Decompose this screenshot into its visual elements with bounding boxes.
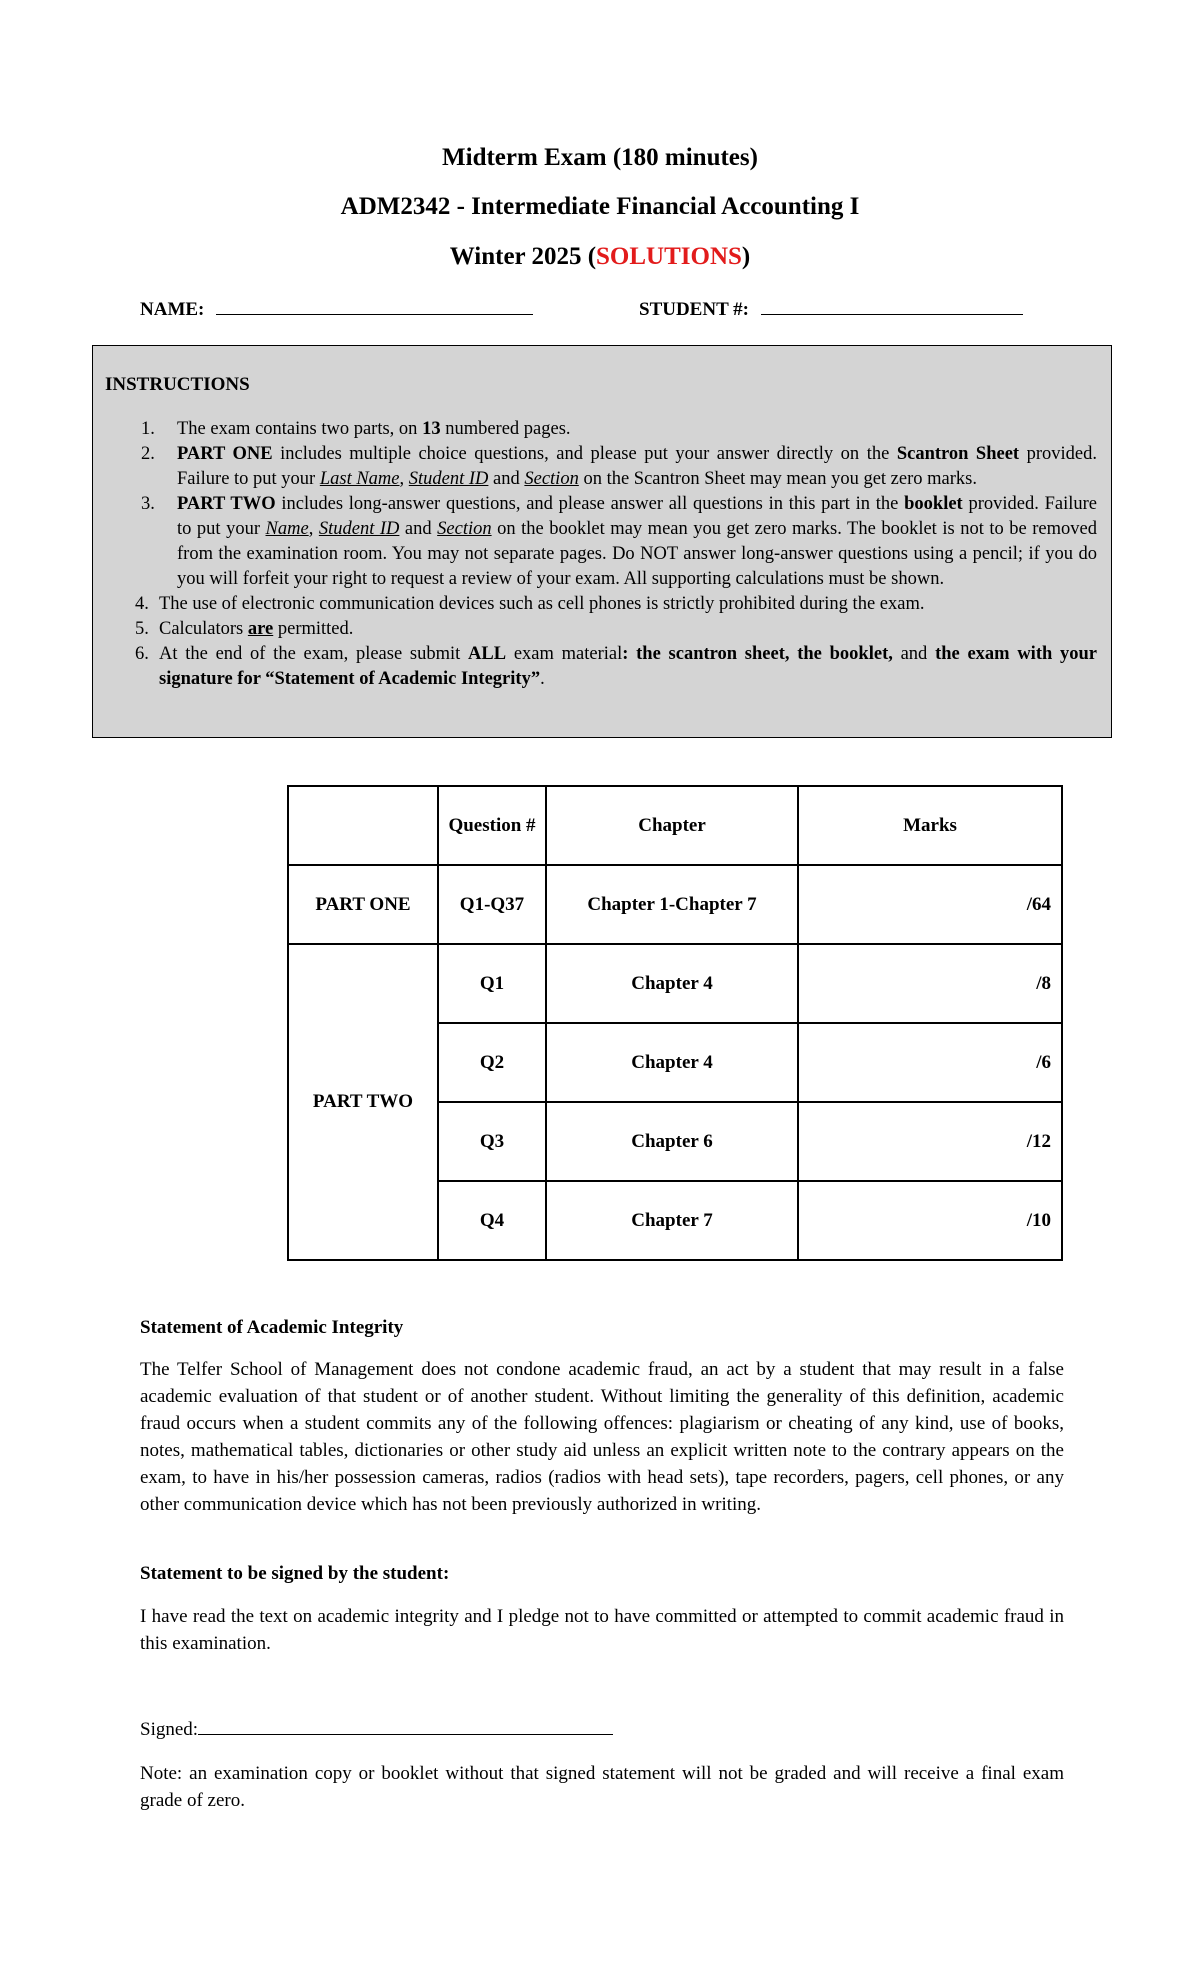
instruction-item [105,442,1097,492]
instruction-item [105,417,1097,442]
instruction-text: on the booklet may mean you get zero marks. The booklet is not to be removed from the examination room. You may not separate pages. Do NOT answer long-answer questions using a pencil; if you do you will forfeit your right to request a review of your exam. All supporting calculations must be shown. [177,519,1097,589]
instruction-text: on the Scantron Sheet may mean you get zero marks. [578,469,977,489]
instruction-underline: Section [524,469,579,489]
signed-label: Signed: [140,1719,199,1740]
part-label: PART ONE [288,865,438,944]
marks-cell: /64 [798,865,1062,944]
student-number-field [639,296,1023,321]
instruction-text: and [399,519,438,539]
instruction-underline: Last Name [319,469,400,489]
marks-cell: /12 [798,1102,1062,1181]
table-row [288,865,1062,944]
instruction-bold: : the scantron sheet, the booklet, [622,644,893,664]
instruction-text: provided. Failure to put your [177,494,1097,539]
instruction-text: The exam contains two parts, on [177,419,423,439]
instructions-box [92,345,1112,738]
instruction-bold: PART ONE [177,444,273,464]
marks-cell: /8 [798,944,1062,1023]
instruction-text: numbered pages. [440,419,571,439]
instruction-text: At the end of the exam, please submit [159,644,469,664]
instruction-bold: ALL [468,644,507,664]
question-cell: Q3 [438,1102,546,1181]
signature-field [140,1717,613,1741]
question-cell: Q1-Q37 [438,865,546,944]
chapter-cell: Chapter 1-Chapter 7 [546,865,798,944]
header-cell-marks: Marks [798,786,1062,865]
item-number: 1. [141,419,155,439]
chapter-cell: Chapter 4 [546,944,798,1023]
header-cell-question: Question # [438,786,546,865]
chapter-cell: Chapter 4 [546,1023,798,1102]
question-cell: Q2 [438,1023,546,1102]
instruction-underline: Name [265,519,309,539]
item-number: 5. [135,619,149,639]
marks-cell: /10 [798,1181,1062,1260]
instruction-item [105,592,1097,617]
integrity-heading: Statement of Academic Integrity [140,1317,404,1338]
instruction-item [105,617,1097,642]
instruction-underline: Section [437,519,492,539]
name-label: NAME: [140,299,205,320]
instruction-text: , [399,469,409,489]
instruction-bold: booklet [904,494,963,514]
item-number: 6. [135,644,149,664]
instructions-heading: INSTRUCTIONS [105,374,250,395]
instruction-text: , [308,519,319,539]
instructions-list [105,417,1097,692]
instruction-text: exam material [506,644,623,664]
instruction-bold: the exam with your signature for “Statement of Academic Integrity” [159,644,1098,689]
solutions-label: SOLUTIONS [596,243,742,270]
instruction-text: and [488,469,525,489]
table-row [288,944,1062,1023]
question-cell: Q4 [438,1181,546,1260]
pledge-text: I have read the text on academic integrity and I pledge not to have committed or attempted to commit academic fraud in this examination. [140,1606,1064,1654]
term-title [0,243,1200,271]
sign-heading: Statement to be signed by the student: [140,1563,450,1584]
part-label: PART TWO [288,944,438,1260]
item-number: 4. [135,594,149,614]
instruction-text: includes long-answer questions, and please answer all questions in this part in the [275,494,905,514]
instruction-text: The use of electronic communication devices such as cell phones is strictly prohibited during the exam. [159,594,925,614]
integrity-body: The Telfer School of Management does not condone academic fraud, an act by a student that may result in a false academic evaluation of that student or of another student. Without limiting the generality of this definition, academic fraud occurs when a student commits any of the following offences: plagiarism or cheating of any kind, use of books, notes, mathematical tables, dictionaries or other study aid unless an explicit written note to the contrary appears on the exam, to have in his/her possession cameras, radios (radios with head sets), tape recorders, pagers, cell phones, or any other communication device which has not been previously authorized in writing. [140,1359,1064,1515]
table-header-row [288,786,1062,865]
instruction-item [105,642,1097,692]
item-number: 2. [141,444,155,464]
instruction-bold: PART TWO [177,494,276,514]
term-text: Winter 2025 ( [449,243,597,270]
exam-title: Midterm Exam (180 minutes) [442,144,758,171]
marks-cell: /6 [798,1023,1062,1102]
header-cell-chapter: Chapter [546,786,798,865]
instruction-bold: 13 [422,419,441,439]
name-field [140,296,533,321]
term-close: ) [741,243,751,270]
instruction-text: and [892,644,936,664]
note-text: Note: an examination copy or booklet without that signed statement will not be graded and will receive a final exam grade of zero. [140,1763,1064,1811]
instruction-bold-underline: are [247,619,274,639]
instruction-text: provided. Failure to put your [177,444,1098,489]
header-cell-empty [288,786,438,865]
name-blank[interactable] [216,296,533,315]
instruction-text: includes multiple choice questions, and please put your answer directly on the [272,444,897,464]
instruction-bold: Scantron Sheet [896,444,1020,464]
chapter-cell: Chapter 7 [546,1181,798,1260]
chapter-cell: Chapter 6 [546,1102,798,1181]
instruction-text: permitted. [273,619,354,639]
student-number-label: STUDENT #: [639,299,749,320]
instruction-underline: Student ID [408,469,489,489]
item-number: 3. [141,494,155,514]
instruction-item [105,492,1097,592]
question-cell: Q1 [438,944,546,1023]
instruction-underline: Student ID [318,519,400,539]
instruction-text: Calculators [159,619,248,639]
course-title: ADM2342 - Intermediate Financial Accounting I [340,193,860,220]
signature-blank[interactable] [198,1717,613,1735]
instruction-text: . [540,669,545,689]
marks-table [287,785,1063,1261]
student-number-blank[interactable] [761,296,1023,315]
